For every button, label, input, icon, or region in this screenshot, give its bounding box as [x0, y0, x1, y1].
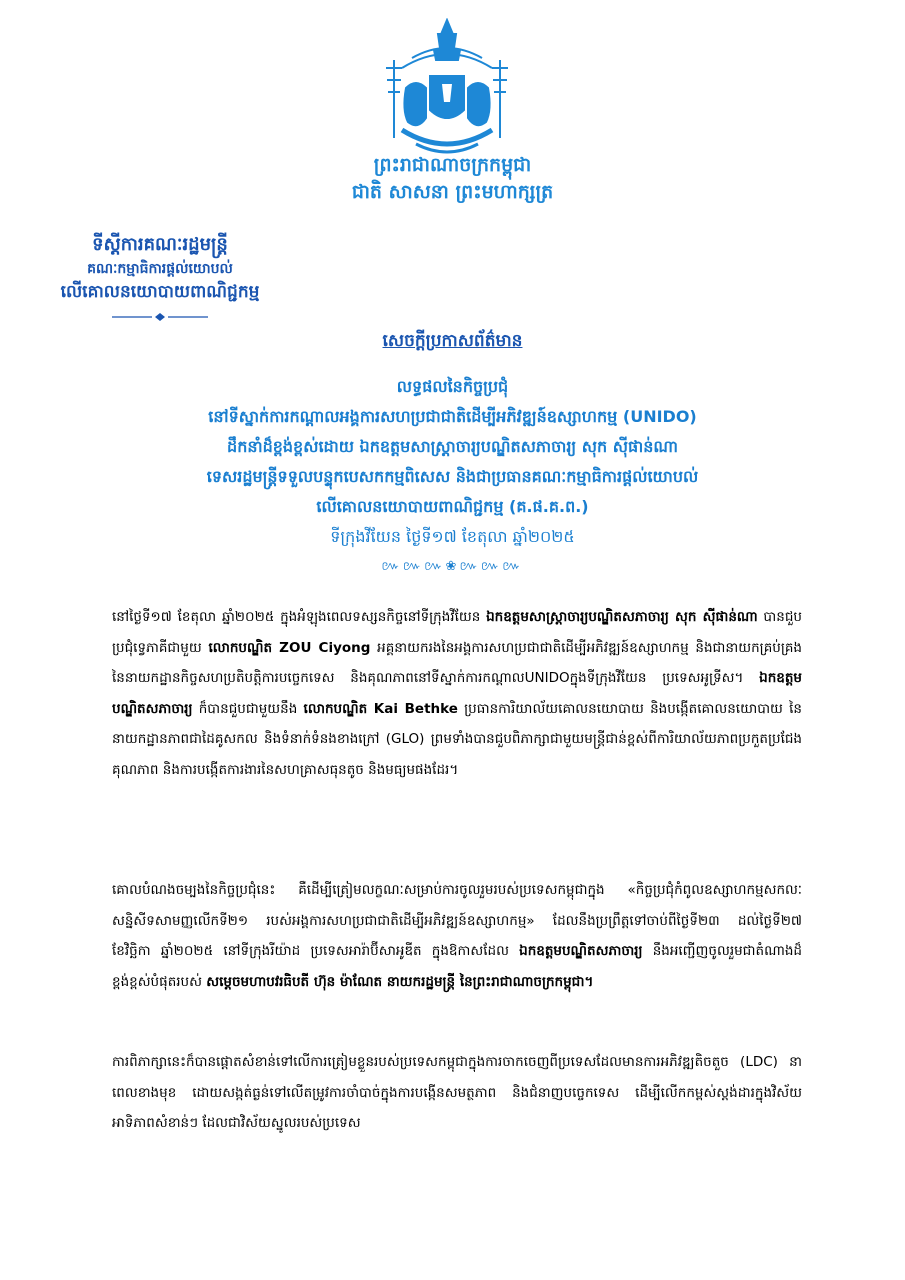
ministry-line-1: ទីស្តីការគណៈរដ្ឋមន្ត្រី — [92, 234, 228, 255]
ministry-heading — [30, 232, 290, 326]
press-release-title: សេចក្តីប្រកាសព័ត៌មាន — [382, 331, 523, 351]
p1-bold-3: ឯកឧត្តមបណ្ឌិតសភាចារ្យ — [112, 670, 802, 717]
headline-line-1: លទ្ធផលនៃកិច្ចប្រជុំ — [396, 377, 509, 396]
p2-bold-1: ឯកឧត្តមបណ្ឌិតសភាចារ្យ — [519, 943, 643, 959]
headline-line-2: នៅទីស្នាក់ការកណ្តាលអង្គការសហប្រជាជាតិដើម្បីអភិវឌ្ឍន៍ឧស្សាហកម្ម (UNIDO) — [208, 407, 697, 426]
kingdom-heading — [300, 152, 605, 206]
p1-text-4: ក៏បានជួបជាមួយនឹង — [192, 700, 304, 717]
kingdom-name: ព្រះរាជាណាចក្រកម្ពុជា — [373, 154, 532, 176]
p1-text-2: បានជួបប្រជុំទ្វេភាគីជាមួយ — [112, 609, 802, 656]
p1-bold-4: លោកបណ្ឌិត Kai Bethke — [303, 700, 458, 717]
p1-text-3: អគ្គនាយករងនៃអង្គការសហប្រជាជាតិដើម្បីអភិវឌ្ឍន៍ឧស្សាហកម្ម និងជានាយកគ្រប់គ្រង នៃនាយកដ្ឋានកិច្ចសហប្រតិបត្តិការបច្ចេកទេស និងគុណភាពនៅទីស្នាក់ការកណ្តាលUNIDOក្នុងទីក្រុងវីយែន ប្រទេសអូទ្រីស។ — [112, 639, 803, 686]
p2-text-2: នឹងអញ្ជើញចូលរួមជាតំណាងដ៏ខ្ពង់ខ្ពស់បំផុតរបស់ — [112, 943, 802, 990]
royal-arms-emblem-icon — [372, 18, 522, 163]
ministry-line-3: លើគោលនយោបាយពាណិជ្ជកម្ម — [60, 282, 260, 302]
headline-block — [90, 372, 815, 582]
p1-text-1: នៅថ្ងៃទី១៧ ខែតុលា ឆ្នាំ២០២៥ ក្នុងអំឡុងពេលទស្សនកិច្ចនៅទីក្រុងវីយែន — [112, 609, 487, 625]
ornament-text: ៚៚៚❀៚៚៚ — [381, 559, 524, 574]
headline-line-3: ដឹកនាំដ៏ខ្ពង់ខ្ពស់ដោយ ឯកឧត្តមសាស្ត្រាចារ្យបណ្ឌិតសភាចារ្យ សុក ស៊ីផាន់ណា — [227, 437, 678, 456]
national-motto: ជាតិ សាសនា ព្រះមហាក្សត្រ — [351, 181, 554, 203]
ornament-divider-icon — [110, 312, 210, 322]
p2-text-1: គោលបំណងចម្បងនៃកិច្ចប្រជុំនេះ គឺដើម្បីត្រៀមលក្ខណៈសម្រាប់ការចូលរួមរបស់ប្រទេសកម្ពុជាក្នុង «កិច្ចប្រជុំកំពូលឧស្សាហកម្មសកលៈ សន្និសីទសាមញ្ញលើកទី២១ របស់អង្គការសហប្រជាជាតិដើម្បីអភិវឌ្ឍន៍ឧស្សាហកម្ម» ដែលនឹងប្រព្រឹត្តទៅចាប់ពីថ្ងៃទី២៣ ដល់ថ្ងៃទី២៧ ខែវិច្ឆិកា ឆ្នាំ២០២៥ នៅទីក្រុងរីយ៉ាដ ប្រទេសអារ៉ាប៊ីសាអូឌីត ក្នុងឱកាសដែល — [112, 882, 802, 959]
headline-line-5: លើគោលនយោបាយពាណិជ្ជកម្ម (គ.ផ.គ.ព.) — [316, 497, 589, 516]
ministry-line-2: គណៈកម្មាធិការផ្តល់យោបល់ — [87, 261, 233, 277]
paragraph-3: ការពិភាក្សានេះក៏បានផ្តោតសំខាន់ទៅលើការត្រៀមខ្លួនរបស់ប្រទេសកម្ពុជាក្នុងការចាកចេញពីប្រទេសដែលមានការអភិវឌ្ឍតិចតួច (LDC) នាពេលខាងមុខ ដោយសង្កត់ធ្ងន់ទៅលើតម្រូវការចាំបាច់ក្នុងការបង្កើនសមត្ថភាព និងជំនាញបច្ចេកទេស ដើម្បីលើកកម្ពស់ស្តង់ដារក្នុងវិស័យអាទិភាពសំខាន់ៗ ដែលជាវិស័យស្នូលរបស់ប្រទេស — [112, 1054, 802, 1131]
paragraph-1 — [112, 602, 802, 785]
headline-line-4: ទេសរដ្ឋមន្ត្រីទទួលបន្ទុកបេសកកម្មពិសេស និងជាប្រធានគណៈកម្មាធិការផ្តល់យោបល់ — [206, 467, 699, 486]
p2-bold-2: សម្តេចមហាបវរធិបតី ហ៊ុន ម៉ាណែត នាយករដ្ឋមន្ត្រី នៃព្រះរាជាណាចក្រកម្ពុជា។ — [206, 973, 594, 990]
paragraph-2 — [112, 875, 802, 997]
p1-bold-2: លោកបណ្ឌិត ZOU Ciyong — [208, 639, 371, 656]
p1-bold-1: ឯកឧត្តមសាស្ត្រាចារ្យបណ្ឌិតសភាចារ្យ សុក ស៊ីផាន់ណា — [486, 609, 758, 625]
p1-text-5: ប្រធានការិយាល័យគោលនយោបាយ និងបង្កើតគោលនយោបាយ នៃនាយកដ្ឋានភាពជាដៃគូសកល និងទំនាក់ទំនងខាងក្រៅ (GLO) ព្រមទាំងបានជួបពិភាក្សាជាមួយមន្ត្រីជាន់ខ្ពស់ពីការិយាល័យភាពប្រកួតប្រជែង គុណភាព និងការបង្កើតការងារនៃសហគ្រាសធុនតូច និងមធ្យមផងដែរ។ — [112, 700, 802, 778]
dateline: ទីក្រុងវីយែន ថ្ងៃទី១៧ ខែតុលា ឆ្នាំ២០២៥ — [330, 527, 575, 546]
